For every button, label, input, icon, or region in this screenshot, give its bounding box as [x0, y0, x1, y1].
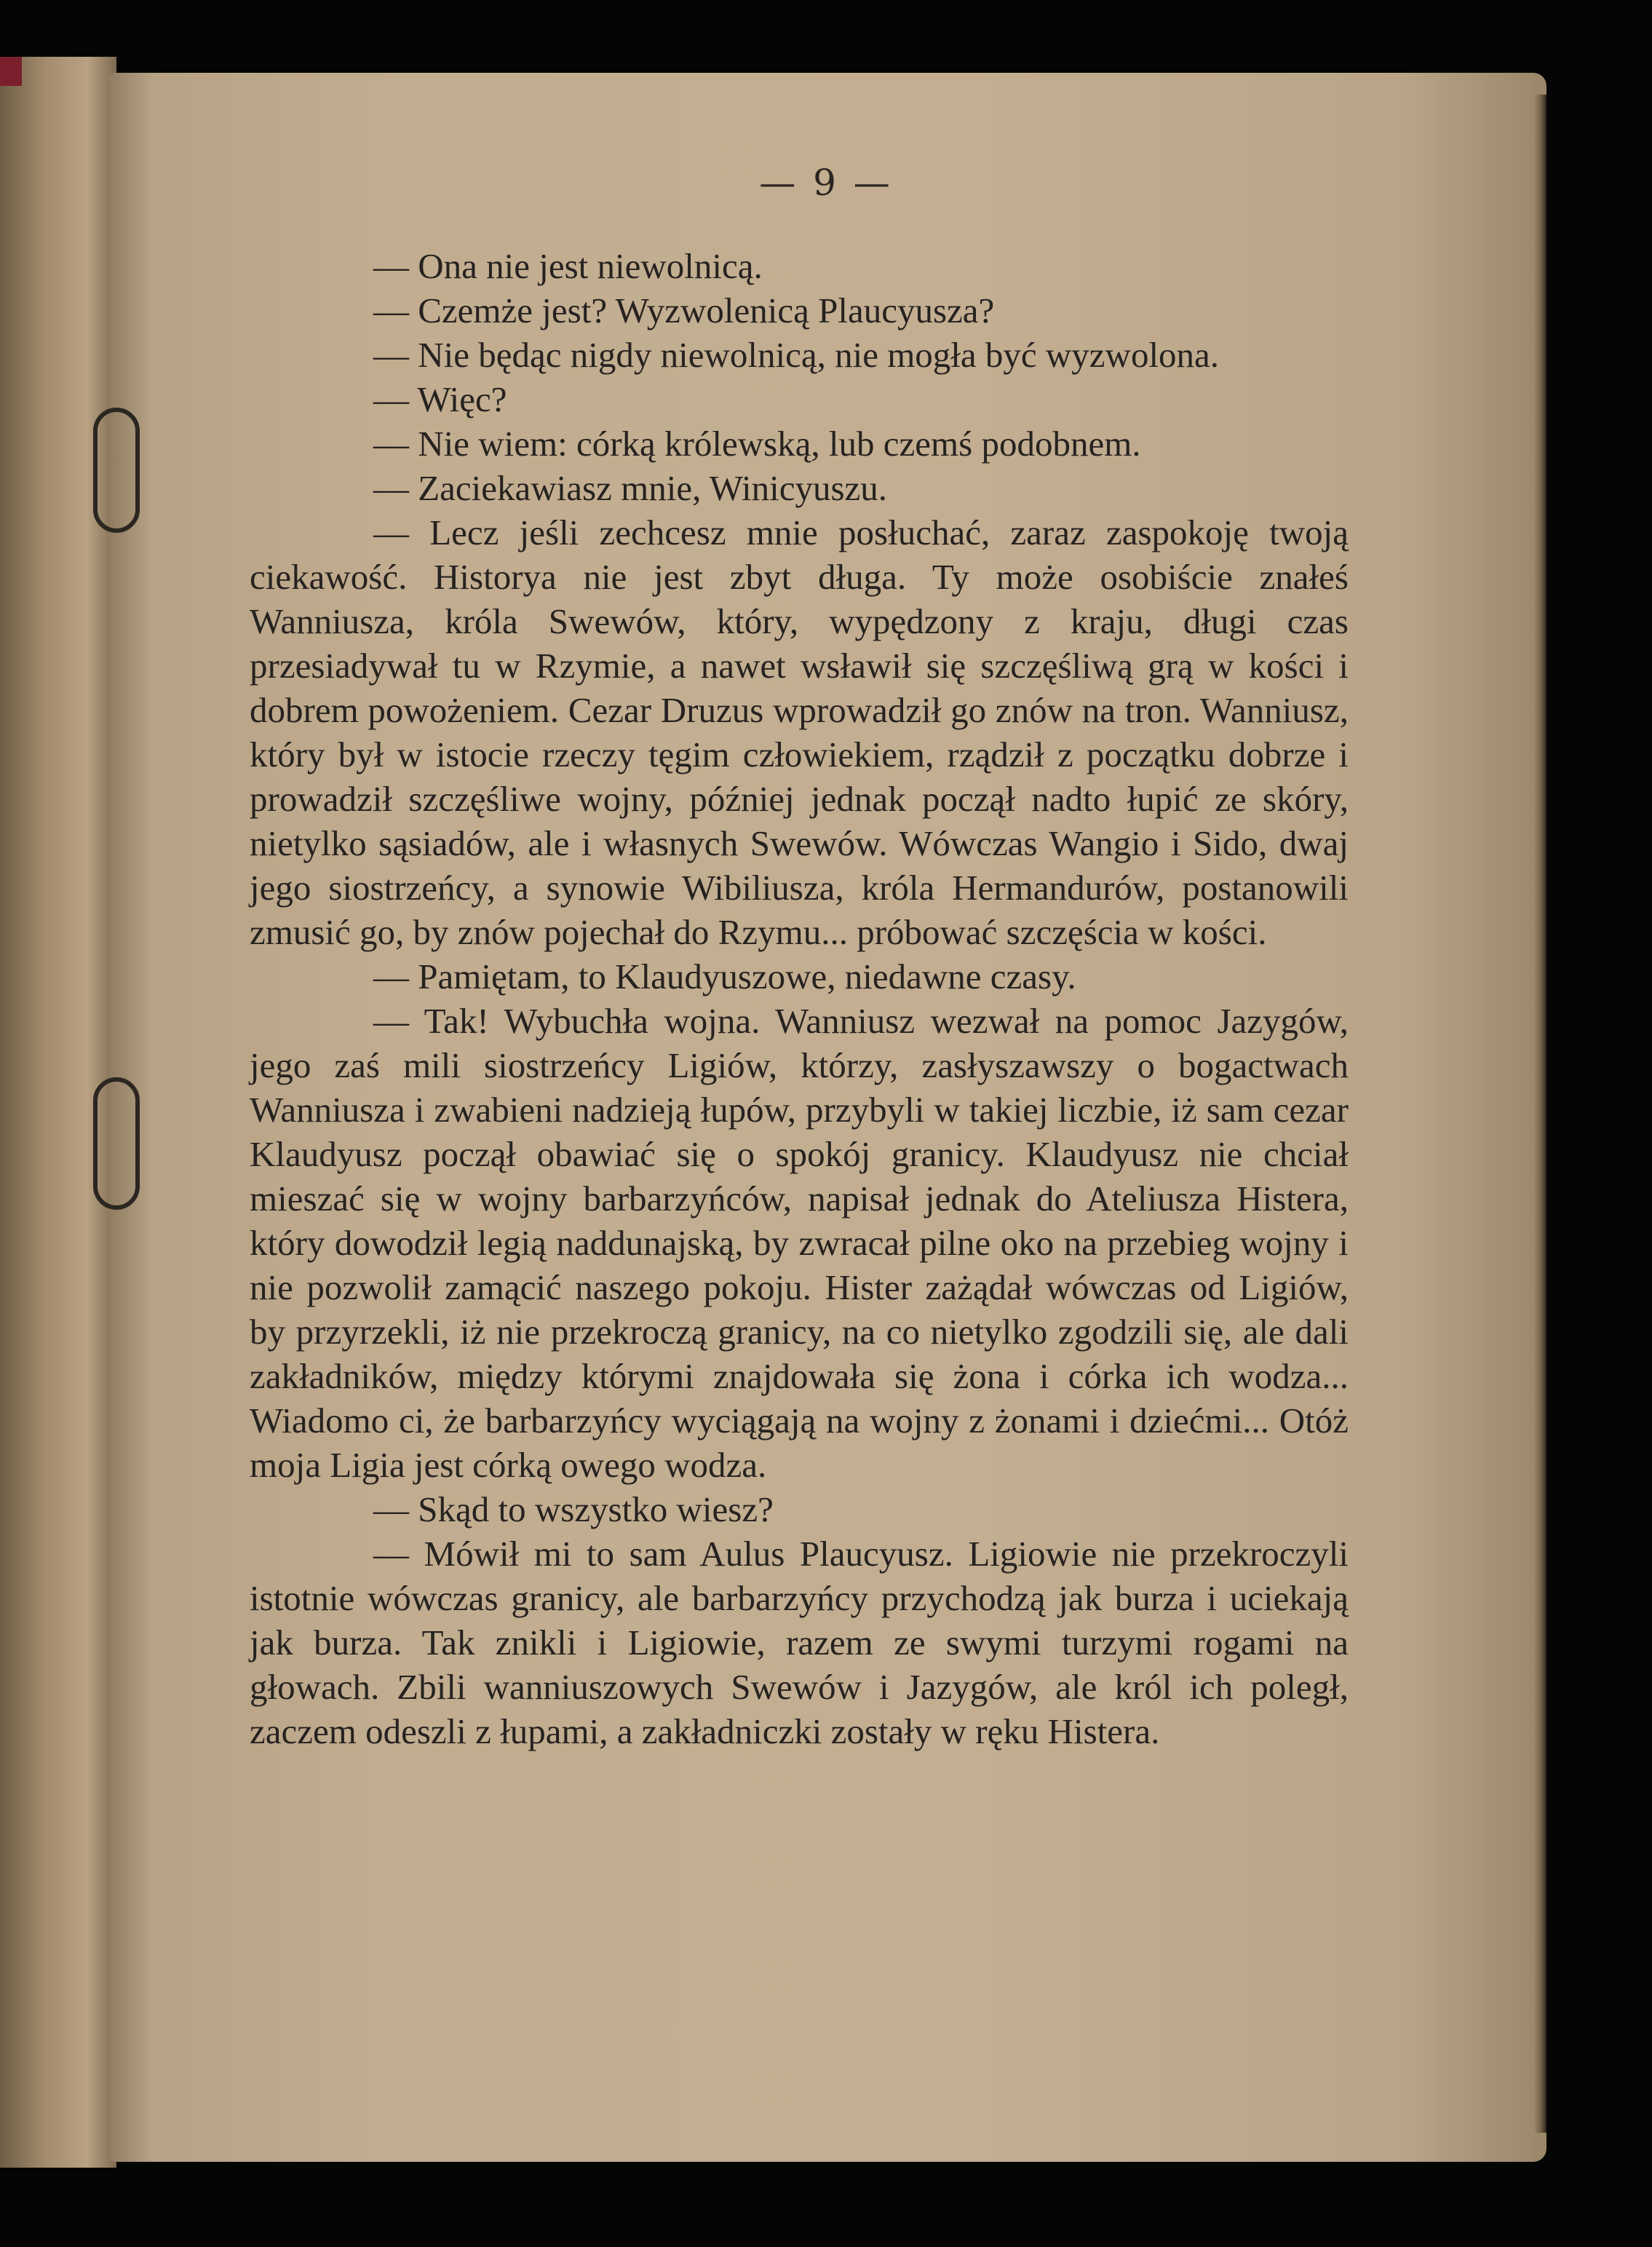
bookmark-ribbon — [0, 57, 22, 86]
paragraph: — Więc? — [373, 379, 507, 419]
page-text — [250, 244, 1349, 1753]
binding-thread-bottom — [93, 1077, 140, 1210]
paragraph: — Ona nie jest niewolnicą. — [373, 246, 763, 286]
paragraph: — Mówił mi to sam Aulus Plaucyusz. Ligiowie nie przekroczyli istotnie wówczas granicy, ale barbarzyńcy przychodzą jak burza i uciekają jak burza. Tak znikli i Ligiowie, razem ze swymi turzymi rogami na głowach. Zbili wanniuszowych Swewów i Jazygów, ale król ich poległ, zaczem odeszli z łupami, a zakładniczki zostały w ręku Histera. — [250, 1534, 1349, 1751]
paragraph: — Tak! Wybuchła wojna. Wanniusz wezwał na pomoc Jazygów, jego zaś mili siostrzeńcy Ligiów, którzy, zasłyszawszy o bogactwach Wanniusza i zwabieni nadzieją łupów, przybyli w takiej liczbie, iż sam cezar Klaudyusz począł obawiać się o spokój granicy. Klaudyusz nie chciał mieszać się w wojny barbarzyńców, napisał jednak do Ateliusza Histera, który dowodził legią naddunajską, by zwracał pilne oko na przebieg wojny i nie pozwolił zamącić naszego pokoju. Hister zażądał wówczas od Ligiów, by przyrzekli, iż nie przekroczą granicy, na co nietylko zgodzili się, ale dali zakładników, między którymi znajdowała się żona i córka ich wodza... Wiadomo ci, że barbarzyńcy wyciągają na wojny z żonami i dziećmi... Otóż moja Ligia jest córką owego wodza. — [250, 1001, 1349, 1485]
paragraph: — Zaciekawiasz mnie, Winicyuszu. — [373, 468, 888, 508]
binding-thread-top — [93, 408, 140, 533]
paragraph: — Nie wiem: córką królewską, lub czemś podobnem. — [373, 424, 1141, 464]
paragraph: — Czemże jest? Wyzwolenicą Plaucyusza? — [373, 290, 995, 330]
page-number: — 9 — — [759, 162, 893, 204]
page-right-edge — [1533, 95, 1546, 2133]
paragraph: — Lecz jeśli zechcesz mnie posłuchać, zaraz zaspokoję twoją ciekawość. Historya nie jest zbyt długa. Ty może osobiście znałeś Wanniusza, króla Swewów, który, wypędzony z kraju, długi czas przesiadywał tu w Rzymie, a nawet wsławił się szczęśliwą grą w kości i dobrem powożeniem. Cezar Druzus wprowadził go znów na tron. Wanniusz, który był w istocie rzeczy tęgim człowiekiem, rządził z początku dobrze i prowadził szczęśliwe wojny, później jednak począł nadto łupić ze skóry, nietylko sąsiadów, ale i własnych Swewów. Wówczas Wangio i Sido, dwaj jego siostrzeńcy, a synowie Wibiliusza, króla Hermandurów, postanowili zmusić go, by znów pojechał do Rzymu... próbować szczęścia w kości. — [250, 512, 1349, 952]
paragraph: — Nie będąc nigdy niewolnicą, nie mogła być wyzwolona. — [373, 335, 1220, 375]
paragraph: — Skąd to wszystko wiesz? — [373, 1489, 774, 1529]
paragraph: — Pamiętam, to Klaudyuszowe, niedawne czasy. — [373, 956, 1076, 996]
